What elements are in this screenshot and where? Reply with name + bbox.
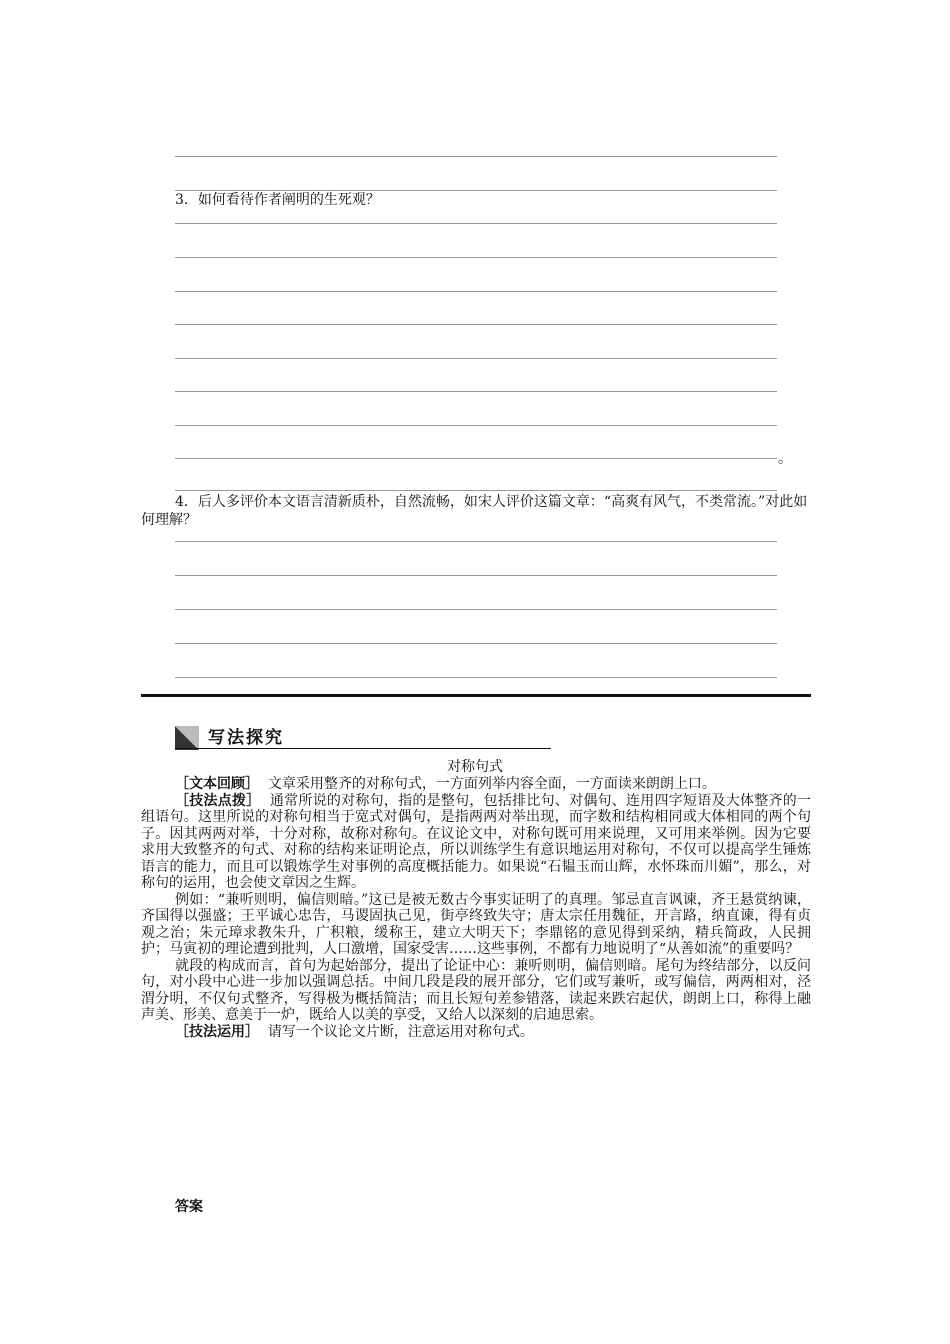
answer-line[interactable] <box>175 324 777 325</box>
section-header <box>175 726 551 750</box>
review-tag: ［文本回顾］ <box>175 776 259 792</box>
tips-paragraph <box>141 793 811 892</box>
subsection-title: 对称句式 <box>447 759 503 775</box>
analysis-paragraph: 就段的构成而言，首句为起始部分，提出了论证中心：兼听则明，偏信则暗。尾句为终结部分，以反问句，对小段中心进一步加以强调总括。中间几段是段的展开部分，它们或写兼听，或写偏信，两两相对，泾渭分明，不仅句式整齐，写得极为概括简洁；而且长短句差参错落，读起来跌宕起伏，朗朗上口，称得上融声美、形美、意美于一炉，既给人以美的享受，又给人以深刻的启迪思索。 <box>141 957 811 1023</box>
answer-line[interactable] <box>175 490 777 491</box>
answer-line[interactable] <box>175 257 777 258</box>
example-paragraph: 例如：“兼听则明，偏信则暗。”这已是被无数古今事实证明了的真理。邹忌直言讽谏，齐王悬赏纳谏，齐国得以强盛；王平诚心忠告，马谡固执己见，街亭终致失守；唐太宗任用魏征，开言路，纳直谏，得有贞观之治；朱元璋求教朱升，广积粮，缓称王，建立大明天下；李鼎铭的意见得到采纳，精兵简政，人民拥护；马寅初的理论遭到批判，人口激增，国家受害……这些事例，不都有力地说明了“从善如流”的重要吗？ <box>141 891 811 957</box>
apply-tag: ［技法运用］ <box>175 1023 259 1040</box>
question-3: 3．如何看待作者阐明的生死观？ <box>175 192 380 208</box>
answer-line[interactable] <box>175 541 777 542</box>
review-paragraph <box>141 776 811 793</box>
answer-line[interactable] <box>175 458 777 459</box>
answer-line[interactable] <box>175 643 777 644</box>
line-end-period: 。 <box>778 451 792 467</box>
section-title: 写法探究 <box>208 728 284 748</box>
review-text: 文章采用整齐的对称句式，一方面列举内容全面，一方面读来朗朗上口。 <box>267 776 716 792</box>
answer-line[interactable] <box>175 391 777 392</box>
answer-line[interactable] <box>175 358 777 359</box>
answer-line[interactable] <box>175 677 777 678</box>
section-body <box>141 776 811 1040</box>
tips-text: 通常所说的对称句，指的是整句，包括排比句、对偶句、连用四字短语及大体整齐的一组语句。这里所说的对称句相当于宽式对偶句，是指两两对举出现，而字数和结构相同或大体相同的两个句子。因其两两对举，十分对称，故称对称句。在议论文中，对称句既可用来说理，又可用来举例。因为它要求用大致整齐的句式、对称的结构来证明论点，所以训练学生有意识地运用对称句，不仅可以提高学生锤炼语言的能力，而且可以锻炼学生对事例的高度概括能力。如果说“石韫玉而山辉，水怀珠而川媚”，那么，对称句的运用，也会使文章因之生辉。 <box>141 792 812 891</box>
apply-text: 请写一个议论文片断，注意运用对称句式。 <box>267 1023 534 1040</box>
answer-line[interactable] <box>175 291 777 292</box>
answer-line[interactable] <box>175 609 777 610</box>
section-divider <box>141 694 811 697</box>
answer-label: 答案 <box>175 1199 203 1215</box>
question-4: 4．后人多评价本文语言清新质朴，自然流畅，如宋人评价这篇文章：“高爽有风气，不类常流。”对此如何理解？ <box>141 494 808 528</box>
answer-line[interactable] <box>175 575 777 576</box>
corner-triangle-icon <box>175 726 199 750</box>
tips-tag: ［技法点拨］ <box>175 792 261 809</box>
answer-line[interactable] <box>175 425 777 426</box>
answer-line[interactable] <box>175 223 777 224</box>
apply-paragraph <box>141 1024 811 1041</box>
answer-line[interactable] <box>175 156 777 157</box>
section-underline <box>175 748 551 749</box>
